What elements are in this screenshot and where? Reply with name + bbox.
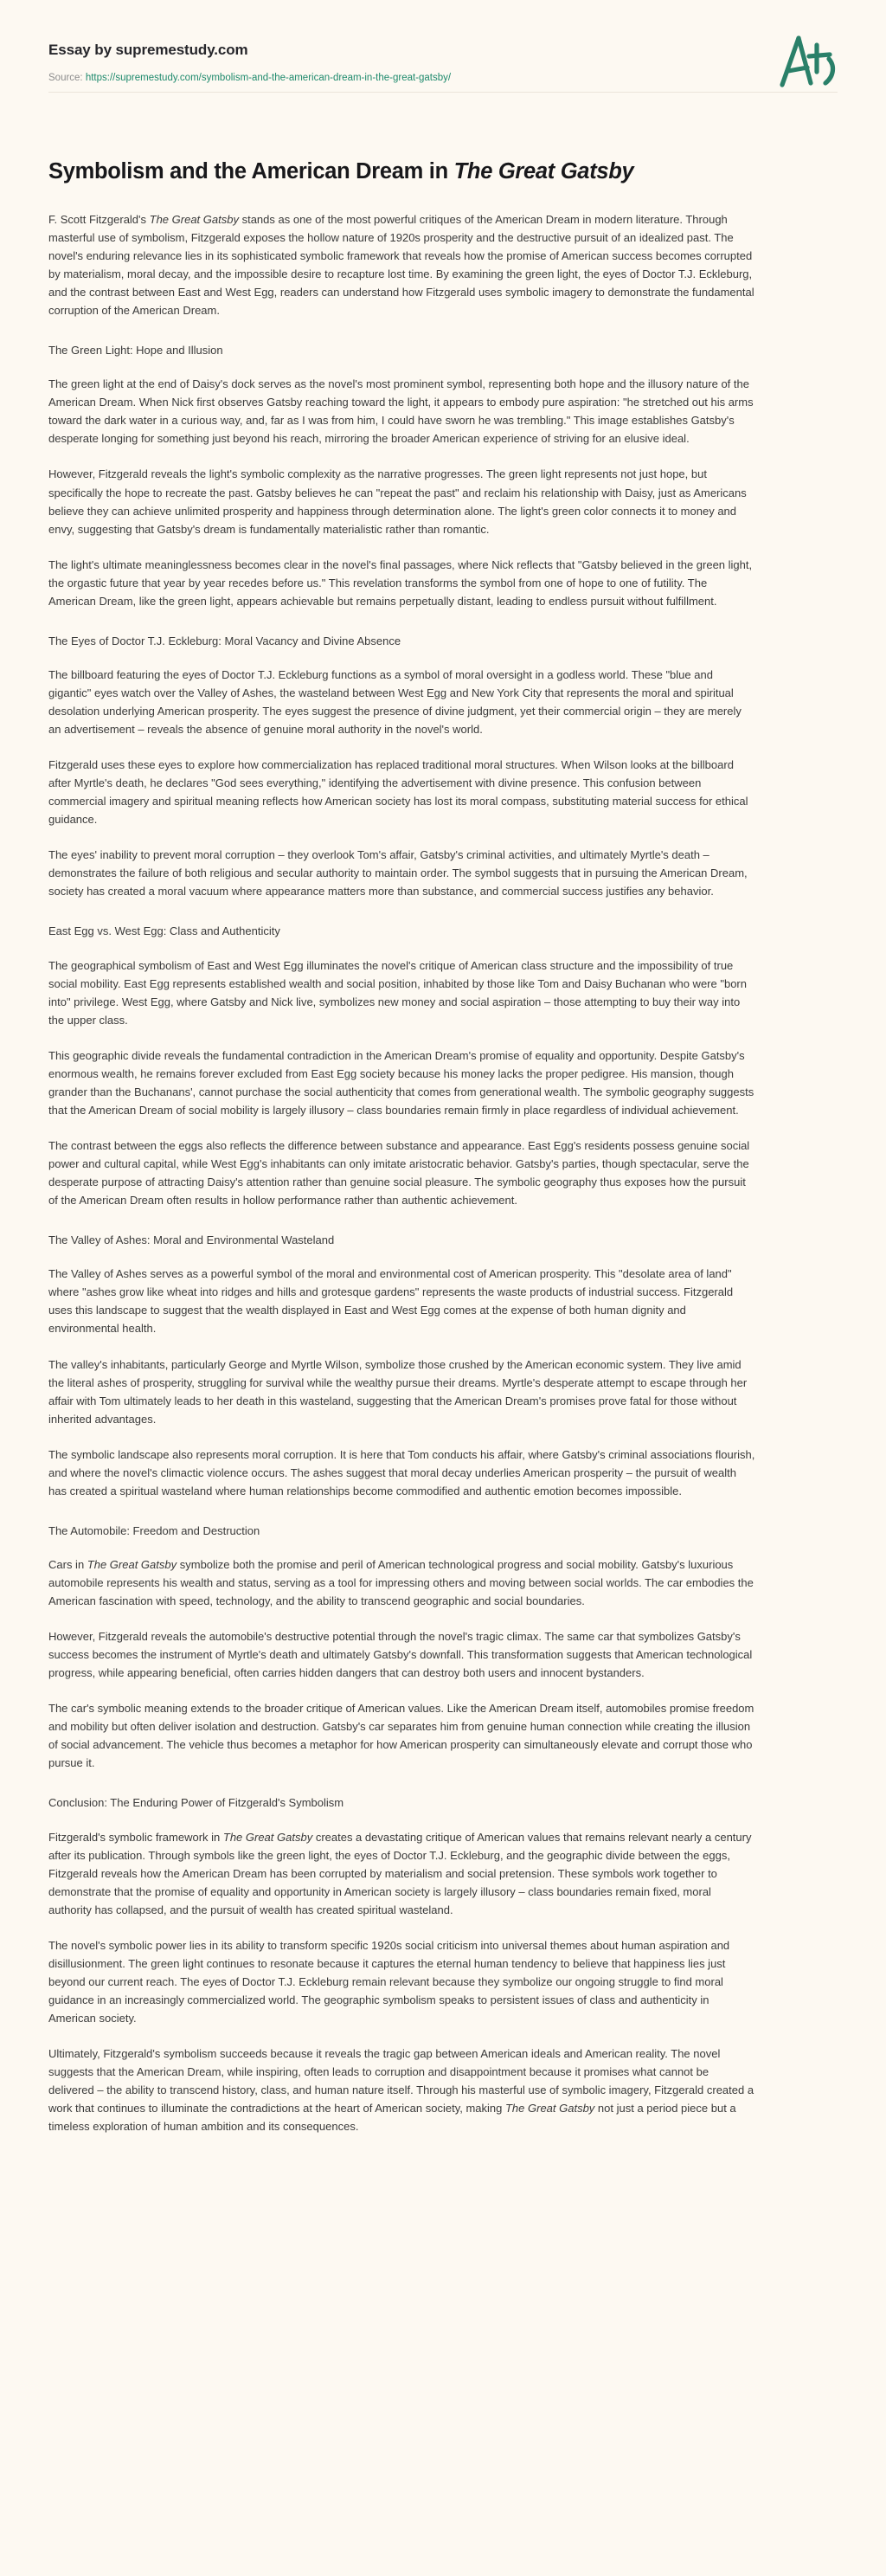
- body-paragraph: The eyes' inability to prevent moral corruption – they overlook Tom's affair, Gatsby's criminal activities, and ultimately Myrtle's death – demonstrates the failure of both religious and secular authority to maintain order. The symbol suggests that in pursuing the American Dream, society has created a moral vacuum where appearance matters more than substance, and commercial success justifies any behavior.: [48, 848, 748, 898]
- body-paragraph: F. Scott Fitzgerald's The Great Gatsby stands as one of the most powerful critiques of the American Dream in modern literature. Through masterful use of symbolism, Fitzgerald exposes the hollow nature of 1920s prosperity and the destructive pursuit of an idealized past. The novel's enduring relevance lies in its sophisticated symbolic framework that reveals how the promise of American success becomes corrupted by materialism, moral decay, and the impossible desire to recapture lost time. By examining the green light, the eyes of Doctor T.J. Eckleburg, and the contrast between East and West Egg, readers can understand how Fitzgerald uses symbolic imagery to demonstrate the fundamental corruption of the American Dream.: [48, 212, 754, 318]
- site-header: [0, 0, 886, 108]
- document-body: [0, 108, 886, 2187]
- source-label: Source:: [48, 73, 83, 83]
- body-paragraph: Fitzgerald's symbolic framework in The Great Gatsby creates a devastating critique of American values that remains relevant nearly a century after its publication. Through symbols like the green light, the eyes of Doctor T.J. Eckleburg, and the geographic divide between the eggs, Fitzgerald reveals how the American Dream has been corrupted by materialism and social pretension. These symbols work together to demonstrate that the promise of equality and opportunity in American society is largely illusory – class boundaries remain fixed, moral authority has collapsed, and the pursuit of wealth has created spiritual wasteland.: [48, 1830, 752, 1916]
- brand-title: Essay by supremestudy.com: [48, 42, 248, 58]
- section-heading: The Green Light: Hope and Illusion: [48, 344, 223, 357]
- page-title: Symbolism and the American Dream in The Great Gatsby: [48, 159, 634, 184]
- body-paragraph: Fitzgerald uses these eyes to explore how commercialization has replaced traditional moral structures. When Wilson looks at the billboard after Myrtle's death, he declares "God sees everything," identifying the advertisement with divine presence. This confusion between commercial imagery and spiritual meaning reflects how American society has lost its moral compass, substituting material success for ethical guidance.: [48, 758, 748, 827]
- body-paragraph: Cars in The Great Gatsby symbolize both the promise and peril of American technological progress and social mobility. Gatsby's luxurious automobile represents his wealth and status, serving as a tool for impressing others and moving between social worlds. The car embodies the American fascination with speed, technology, and the ability to transcend geographic and social boundaries.: [48, 1557, 754, 1608]
- body-paragraph: The symbolic landscape also represents moral corruption. It is here that Tom conducts his affair, where Gatsby's criminal associations flourish, and where the novel's climactic violence occurs. The ashes suggest that moral decay underlies American prosperity – the pursuit of wealth has created a spiritual wasteland where human relationships become commodified and authentic emotion becomes impossible.: [48, 1447, 755, 1497]
- body-paragraph: However, Fitzgerald reveals the light's symbolic complexity as the narrative progresses. The green light represents not just hope, but specifically the hope to recreate the past. Gatsby believes he can "repeat the past" and reclaim his relationship with Daisy, just as Americans believe they can achieve unlimited prosperity and happiness through determination alone. The light's green color connects it to money and envy, suggesting that Gatsby's dream is fundamentally materialistic rather than romantic.: [48, 467, 747, 536]
- header-divider: [48, 92, 838, 93]
- article-content: [48, 210, 756, 2135]
- body-paragraph: The geographical symbolism of East and West Egg illuminates the novel's critique of American class structure and the impossibility of true social mobility. East Egg represents established wealth and social position, inhabited by those like Tom and Daisy Buchanan who were "born into" privilege. West Egg, where Gatsby and Nick live, symbolizes new money and social aspiration – those attempting to buy their way into the upper class.: [48, 958, 747, 1027]
- body-paragraph: The Valley of Ashes serves as a powerful symbol of the moral and environmental cost of American prosperity. This "desolate area of land" where "ashes grow like wheat into ridges and hills and grotesque gardens" represents the waste products of industrial success. Fitzgerald uses this landscape to suggest that the wealth displayed in East and West Egg comes at the expense of both human dignity and environmental health.: [48, 1267, 734, 1336]
- body-paragraph: This geographic divide reveals the fundamental contradiction in the American Dream's promise of equality and opportunity. Despite Gatsby's enormous wealth, he remains forever excluded from East Egg society because his money lacks the proper pedigree. His mansion, though grander than the Buchanans', cannot purchase the social authenticity that comes from generational wealth. The symbolic geography suggests that the American Dream of social mobility is largely illusory – class boundaries remain firmly in place regardless of individual achievement.: [48, 1048, 754, 1117]
- section-heading: Conclusion: The Enduring Power of Fitzgerald's Symbolism: [48, 1796, 344, 1810]
- body-paragraph: The green light at the end of Daisy's dock serves as the novel's most prominent symbol, representing both hope and the illusory nature of the American Dream. When Nick first observes Gatsby reaching toward the light, it appears to embody pure aspiration: "he stretched out his arms toward the dark water in a curious way, and, far as I was from him, I could have sworn he was trembling." This image establishes Gatsby's desperate longing for something just beyond his reach, mirroring the broader American experience of striving for an elusive ideal.: [48, 377, 754, 446]
- section-heading: The Automobile: Freedom and Destruction: [48, 1523, 260, 1537]
- body-paragraph: The billboard featuring the eyes of Doctor T.J. Eckleburg functions as a symbol of moral oversight in a godless world. These "blue and gigantic" eyes watch over the Valley of Ashes, the wasteland between West Egg and New York City that represents the moral and spiritual desolation underlying American prosperity. The eyes suggest the presence of divine judgment, yet their commercial origin – they are merely an advertisement – reveals the absence of genuine moral authority in the novel's world.: [48, 667, 742, 737]
- body-paragraph: Ultimately, Fitzgerald's symbolism succeeds because it reveals the tragic gap between American ideals and American reality. The novel suggests that the American Dream, while inspiring, often leads to corruption and disappointment because it promises what cannot be delivered – the ability to transcend history, class, and human nature itself. Through his masterful use of symbolic imagery, Fitzgerald created a work that continues to illuminate the contradictions at the heart of American society, making The Great Gatsby not just a period piece but a timeless exploration of human ambition and its consequences.: [48, 2047, 754, 2134]
- body-paragraph: The contrast between the eggs also reflects the difference between substance and appearance. East Egg's residents possess genuine social power and cultural capital, while West Egg's inhabitants can only imitate aristocratic behavior. Gatsby's parties, though spectacular, serve the desperate purpose of attracting Daisy's attention rather than genuine social pleasure. The symbolic geography thus exposes how the pursuit of the American Dream often results in hollow performance rather than authentic achievement.: [48, 1138, 750, 1208]
- body-paragraph: The car's symbolic meaning extends to the broader critique of American values. Like the American Dream itself, automobiles promise freedom and mobility but often deliver isolation and destruction. Gatsby's car separates him from genuine human connection while creating the illusion of social advancement. The vehicle thus becomes a metaphor for how American prosperity can simultaneously elevate and corrupt those who pursue it.: [48, 1702, 754, 1770]
- section-heading: The Eyes of Doctor T.J. Eckleburg: Moral Vacancy and Divine Absence: [48, 634, 401, 647]
- source-line: [48, 73, 838, 83]
- body-paragraph: However, Fitzgerald reveals the automobile's destructive potential through the novel's tragic climax. The same car that symbolizes Gatsby's success becomes the instrument of Myrtle's death and ultimately Gatsby's downfall. This transformation suggests that American technological progress, while appearing beneficial, often carries hidden dangers that can destroy both users and innocent bystanders.: [48, 1630, 753, 1680]
- body-paragraph: The valley's inhabitants, particularly George and Myrtle Wilson, symbolize those crushed by the American economic system. They live amid the literal ashes of prosperity, struggling for survival while the wealthy pursue their dreams. Myrtle's desperate attempt to escape through her affair with Tom ultimately leads to her death in this wasteland, suggesting that the American Dream's promises prove fatal for those without inherited advantages.: [48, 1357, 748, 1426]
- body-paragraph: The novel's symbolic power lies in its ability to transform specific 1920s social criticism into universal themes about human aspiration and disillusionment. The green light continues to resonate because it captures the eternal human tendency to believe that happiness lies just beyond our current reach. The eyes of Doctor T.J. Eckleburg remain relevant because they symbolize our ongoing struggle to find moral guidance in an increasingly commercialized world. The geographic symbolism speaks to persistent issues of class and authenticity in American society.: [48, 1938, 730, 2025]
- section-heading: East Egg vs. West Egg: Class and Authenticity: [48, 924, 280, 938]
- source-url-link[interactable]: https://supremestudy.com/symbolism-and-the-american-dream-in-the-great-gatsby/: [85, 73, 452, 83]
- section-heading: The Valley of Ashes: Moral and Environmental Wasteland: [48, 1233, 335, 1247]
- body-paragraph: The light's ultimate meaninglessness becomes clear in the novel's final passages, where Nick reflects that "Gatsby believed in the green light, the orgastic future that year by year recedes before us." This revelation transforms the symbol from one of hope to one of futility. The American Dream, like the green light, appears achievable but remains perpetually distant, leading to endless pursuit without fulfillment.: [48, 557, 753, 608]
- a-plus-logo-icon: [772, 23, 844, 95]
